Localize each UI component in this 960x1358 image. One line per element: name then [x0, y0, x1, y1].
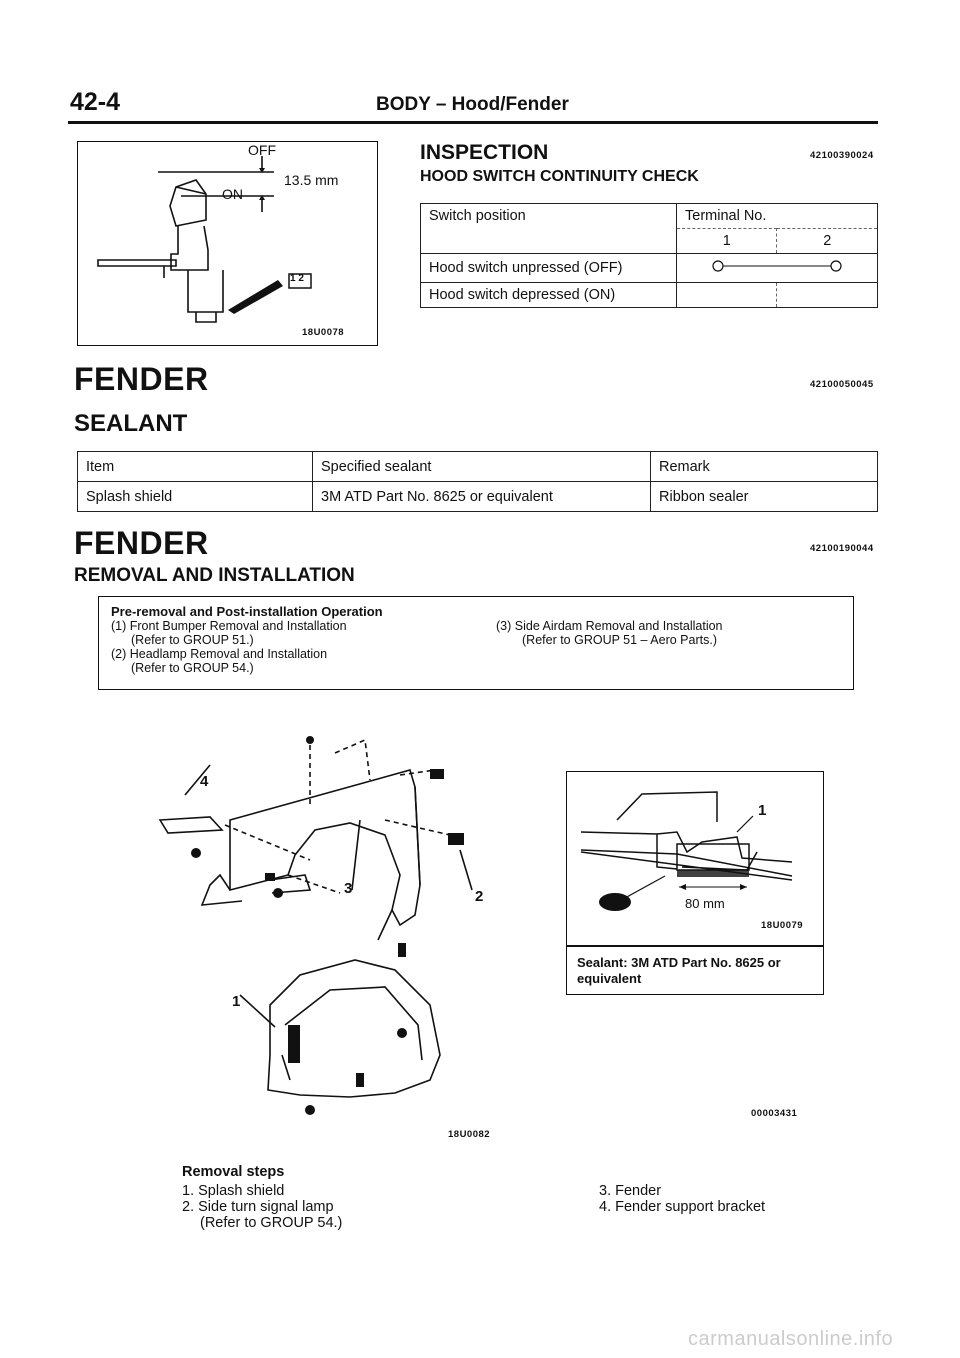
- pre-removal-box: [98, 596, 854, 690]
- fender-exploded-figure: [130, 725, 530, 1145]
- callout-4: 4: [200, 773, 209, 790]
- row-unpressed: Hood switch unpressed (OFF): [421, 254, 677, 283]
- sealant-table: [77, 451, 878, 512]
- fender-code: 42100050045: [810, 379, 874, 390]
- removal-step-2-ref: (Refer to GROUP 54.): [200, 1215, 343, 1231]
- sealant-col-remark: Remark: [651, 452, 878, 482]
- detail-figure-id: 18U0079: [761, 920, 804, 931]
- sealant-note: Sealant: 3M ATD Part No. 8625 or equivalent: [577, 955, 781, 986]
- connector-label: 1 2: [290, 273, 304, 284]
- empty-cell-1: [677, 283, 777, 308]
- removal-step-2: 2. Side turn signal lamp: [182, 1199, 334, 1215]
- sealant-heading: SEALANT: [74, 410, 188, 437]
- pre-left-1: (1) Front Bumper Removal and Installation: [111, 619, 347, 633]
- page-number: 42-4: [70, 88, 121, 116]
- removal-step-4: 4. Fender support bracket: [599, 1199, 766, 1215]
- col-terminal: Terminal No.: [677, 204, 878, 229]
- dimension-label: 80 mm: [685, 896, 725, 911]
- page-ref-code: 00003431: [751, 1108, 798, 1119]
- sealant-spec: 3M ATD Part No. 8625 or equivalent: [313, 482, 651, 512]
- inspection-heading: INSPECTION: [420, 141, 549, 164]
- hood-switch-figure: [77, 141, 378, 346]
- continuity-symbol: [677, 254, 877, 278]
- pre-removal-title: Pre-removal and Post-installation Operation: [111, 604, 383, 619]
- fender-drawing: [130, 725, 530, 1145]
- sealant-item: Splash shield: [78, 482, 313, 512]
- on-label: ON: [222, 186, 243, 202]
- removal-step-3: 3. Fender: [599, 1183, 662, 1199]
- removal-step-1: 1. Splash shield: [182, 1183, 285, 1199]
- sealant-remark: Ribbon sealer: [651, 482, 878, 512]
- continuity-cell: [677, 254, 878, 283]
- pre-right-1: (3) Side Airdam Removal and Installation: [496, 619, 723, 633]
- row-depressed: Hood switch depressed (ON): [421, 283, 677, 308]
- fender-removal-code: 42100190044: [810, 543, 874, 554]
- watermark: carmanualsonline.info: [688, 1328, 894, 1350]
- callout-3: 3: [344, 880, 353, 897]
- pre-left-4: (Refer to GROUP 54.): [131, 661, 254, 675]
- sealant-col-sealant: Specified sealant: [313, 452, 651, 482]
- removal-steps-title: Removal steps: [182, 1164, 285, 1180]
- sealant-detail-figure: [566, 771, 824, 995]
- callout-1: 1: [232, 993, 241, 1010]
- inspection-code: 42100390024: [810, 150, 874, 161]
- fender-removal-heading: FENDER: [74, 525, 209, 561]
- terminal-2: 2: [777, 229, 878, 254]
- main-figure-id: 18U0082: [448, 1129, 491, 1140]
- terminal-1: 1: [677, 229, 777, 254]
- figure-id: 18U0078: [302, 327, 345, 338]
- pre-right-2: (Refer to GROUP 51 – Aero Parts.): [522, 633, 717, 647]
- off-label: OFF: [248, 142, 276, 158]
- empty-cell-2: [777, 283, 878, 308]
- detail-callout-1: 1: [758, 802, 767, 819]
- pre-left-3: (2) Headlamp Removal and Installation: [111, 647, 328, 661]
- detail-divider: [567, 945, 823, 947]
- removal-installation-heading: REMOVAL AND INSTALLATION: [74, 565, 355, 586]
- hood-switch-table: [420, 203, 878, 308]
- callout-2: 2: [475, 888, 484, 905]
- distance-label: 13.5 mm: [284, 172, 339, 188]
- page-title: BODY – Hood/Fender: [376, 94, 569, 115]
- col-switch-position: Switch position: [421, 204, 677, 254]
- header-rule: [68, 121, 878, 124]
- pre-left-2: (Refer to GROUP 51.): [131, 633, 254, 647]
- inspection-subheading: HOOD SWITCH CONTINUITY CHECK: [420, 168, 699, 185]
- sealant-col-item: Item: [78, 452, 313, 482]
- fender-heading: FENDER: [74, 361, 209, 397]
